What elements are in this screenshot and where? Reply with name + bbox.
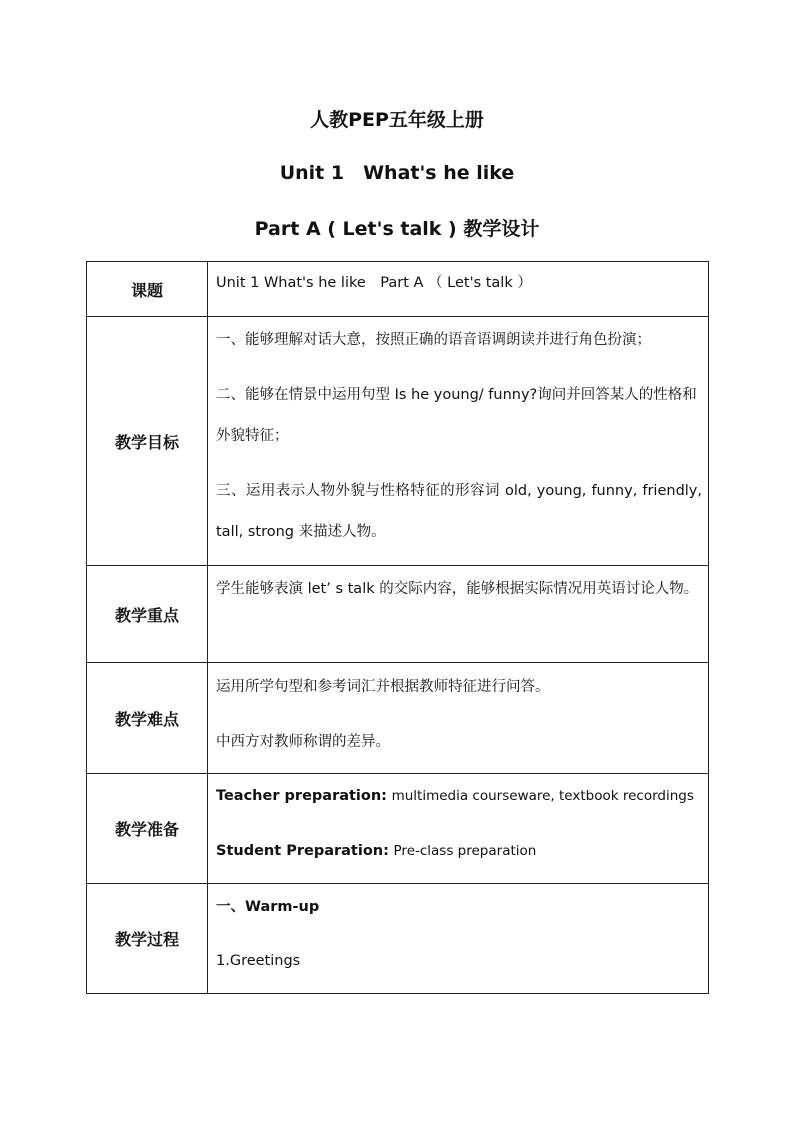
document-title: 人教PEP五年级上册 — [310, 109, 484, 131]
objective-item: 二、能够在情景中运用句型 Is he young/ funny?询问并回答某人的性格和外貌特征； — [216, 387, 697, 444]
difficulties-label: 教学难点 — [87, 663, 208, 774]
topic-label: 课题 — [87, 262, 208, 317]
student-preparation — [216, 841, 702, 861]
row-preparation — [87, 774, 709, 884]
row-topic — [87, 262, 709, 317]
student-preparation-label: Student Preparation: — [216, 843, 389, 859]
difficulty-item: 运用所学句型和参考词汇并根据教师特征进行问答。 — [216, 679, 550, 695]
topic-value — [208, 262, 709, 317]
topic-text: Unit 1 What's he like Part A （ Let's talk ） — [216, 275, 532, 291]
key-points-value — [208, 566, 709, 663]
process-value — [208, 884, 709, 994]
process-step: 1.Greetings — [216, 953, 301, 969]
preparation-label: 教学准备 — [87, 774, 208, 884]
student-preparation-text: Pre-class preparation — [393, 843, 537, 859]
preparation-value — [208, 774, 709, 884]
objectives-value — [208, 317, 709, 566]
objectives-label: 教学目标 — [87, 317, 208, 566]
row-key-points — [87, 566, 709, 663]
row-difficulties — [87, 663, 709, 774]
teacher-preparation-label: Teacher preparation: — [216, 788, 387, 804]
lesson-plan-table — [86, 261, 709, 994]
lesson-title: Part A ( Let's talk ) 教学设计 — [254, 218, 540, 240]
process-label: 教学过程 — [87, 884, 208, 994]
teacher-preparation-text: multimedia courseware, textbook recordings — [391, 788, 694, 804]
unit-title: Unit 1 What's he like — [279, 162, 515, 184]
process-heading: 一、Warm-up — [216, 899, 320, 915]
row-objectives — [87, 317, 709, 566]
difficulty-item: 中西方对教师称谓的差异。 — [216, 734, 390, 750]
difficulties-value — [208, 663, 709, 774]
row-process — [87, 884, 709, 994]
objective-item: 一、能够理解对话大意，按照正确的语音语调朗读并进行角色扮演； — [216, 332, 651, 348]
key-points-text: 学生能够表演 let’ s talk 的交际内容，能够根据实际情况用英语讨论人物。 — [216, 581, 699, 597]
key-points-label: 教学重点 — [87, 566, 208, 663]
objective-item: 三、运用表示人物外貌与性格特征的形容词 old, young, funny, friendly, tall, strong 来描述人物。 — [216, 483, 702, 540]
teacher-preparation — [216, 786, 702, 806]
